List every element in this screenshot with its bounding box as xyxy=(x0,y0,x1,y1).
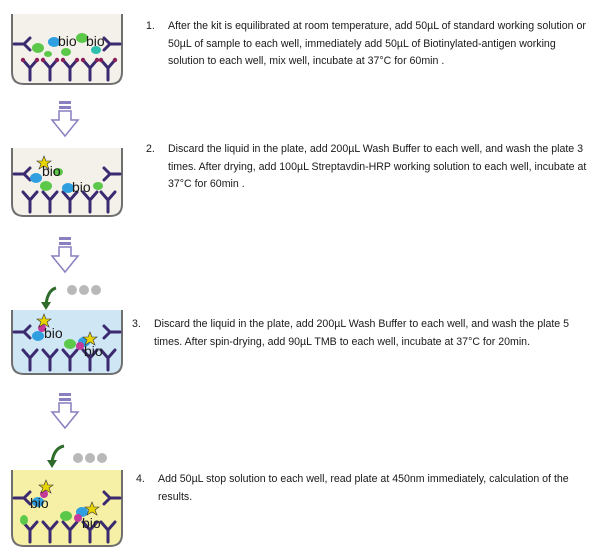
bio-label: bio xyxy=(82,515,101,531)
step-number: 3. xyxy=(132,318,141,330)
bio-label: bio xyxy=(44,325,63,341)
curved-arrow-icon xyxy=(52,446,64,462)
well-3-illustration xyxy=(8,282,126,378)
bio-label: bio xyxy=(58,33,77,49)
bio-label: bio xyxy=(42,163,61,179)
down-arrow-icon xyxy=(50,100,80,140)
curved-arrow-icon xyxy=(46,288,56,304)
step-text: Discard the liquid in the plate, add 200µL Wash Buffer to each well, and wash the plate 3 times. After drying, add 100µL Streptavdin-HRP working solution to each well, incubate at 37°C for 60min . xyxy=(168,143,587,190)
bio-label: bio xyxy=(84,343,103,359)
step-number: 2. xyxy=(146,143,155,155)
well-4-illustration xyxy=(8,440,126,552)
step-number: 4. xyxy=(136,473,145,485)
bio-label: bio xyxy=(72,179,91,195)
down-arrow-icon xyxy=(50,392,80,432)
well-2-illustration xyxy=(8,142,126,220)
well-1-illustration xyxy=(8,8,126,88)
step-text: Discard the liquid in the plate, add 200µL Wash Buffer to each well, and wash the plate 5 times. After spin-drying, add 90µL TMB to each well, incubate at 37°C for 20min. xyxy=(154,318,570,348)
step-text: Add 50µL stop solution to each well, read plate at 450nm immediately, calculation of the results. xyxy=(158,473,569,503)
step-number: 1. xyxy=(146,20,155,32)
bio-label: bio xyxy=(86,33,105,49)
down-arrow-icon xyxy=(50,236,80,276)
step-text: After the kit is equilibrated at room temperature, add 50µL of standard working solution or 50µL of sample to each well, immediately add 50µL of Biotinylated-antigen working solution to each well, mix well, incubate at 37°C for 60min . xyxy=(168,20,586,67)
bio-label: bio xyxy=(30,495,49,511)
